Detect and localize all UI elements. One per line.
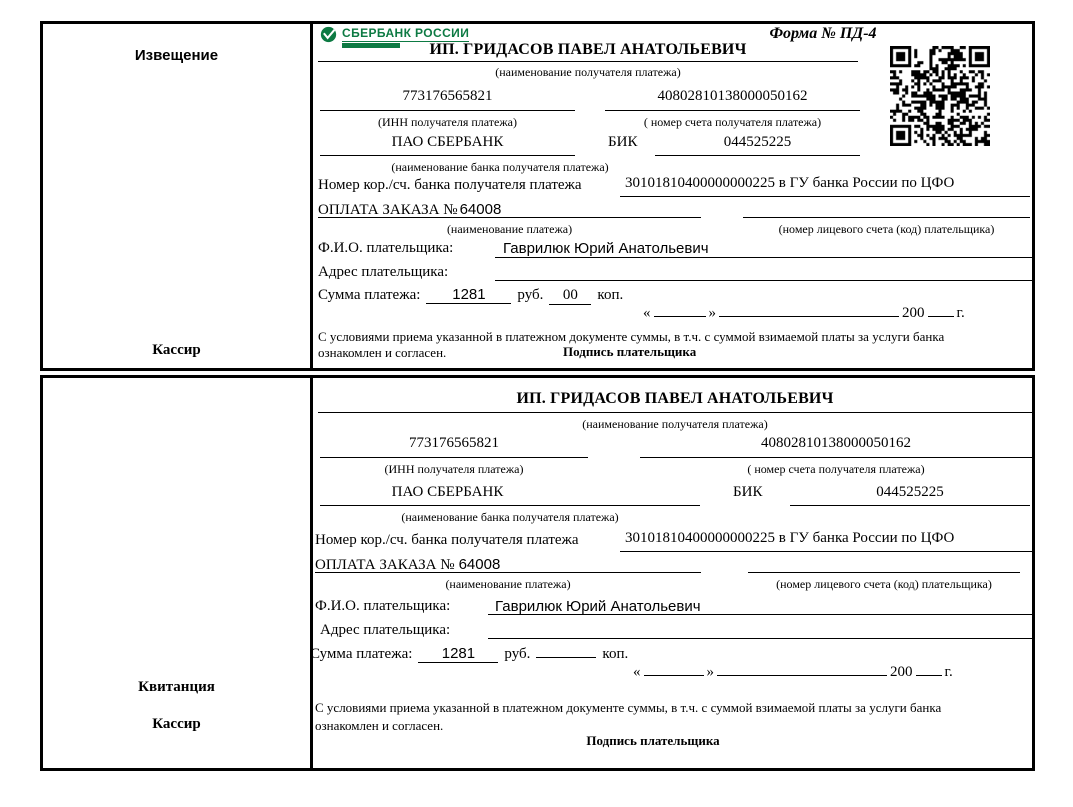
account-underline (605, 110, 860, 111)
corr-account-label: Номер кор./сч. банка получателя платежа (315, 532, 579, 548)
inn-value: 773176565821 (409, 435, 499, 451)
payer-name-label: Ф.И.О. плательщика: (318, 240, 454, 256)
stub-title-receipt: Квитанция (138, 679, 215, 695)
payer-name-value: Гаврилюк Юрий Анатольевич (503, 240, 709, 257)
personal-account-caption: (номер лицевого счета (код) плательщика) (776, 577, 992, 591)
account-value: 40802810138000050162 (761, 435, 911, 451)
inn-value: 773176565821 (402, 88, 493, 104)
close-quote: » (708, 305, 716, 321)
amount-row (310, 645, 628, 663)
date-month-blank (719, 316, 899, 317)
stub-divider (310, 378, 313, 768)
notice-section (40, 21, 1035, 371)
kop-label: коп. (597, 287, 624, 303)
corr-account-value: 30101810400000000225 в ГУ банка России по ЦФО (625, 175, 955, 191)
inn-caption: (ИНН получателя платежа) (384, 462, 524, 476)
payer-address-label: Адрес плательщика: (318, 264, 449, 280)
payment-name-underline (318, 217, 701, 218)
year-suffix: г. (956, 305, 965, 321)
bank-name-underline (320, 155, 575, 156)
account-value: 40802810138000050162 (657, 88, 808, 104)
payee-underline (318, 61, 858, 62)
terms-line1: С условиями приема указанной в платежном документе суммы, в т.ч. с суммой взимаемой платы за услуги банка (318, 329, 945, 344)
amount-label: Сумма платежа: (310, 646, 413, 662)
amount-rub-value: 1281 (426, 286, 511, 304)
inn-caption: (ИНН получателя платежа) (378, 115, 517, 129)
payment-caption: (наименование платежа) (445, 577, 571, 591)
payer-address-label: Адрес плательщика: (320, 622, 451, 638)
open-quote: « (633, 664, 641, 680)
stub-divider (310, 24, 313, 368)
payer-name-underline (495, 257, 1032, 258)
bik-underline (790, 505, 1030, 506)
payment-name-underline (315, 572, 701, 573)
stub-cashier-notice: Кассир (152, 342, 201, 358)
corr-account-value: 30101810400000000225 в ГУ банка России по ЦФО (625, 530, 955, 546)
inn-underline (320, 457, 588, 458)
payer-address-underline (488, 638, 1035, 639)
stub-title-notice: Извещение (134, 47, 219, 64)
amount-rub-value: 1281 (418, 645, 498, 663)
date-day-blank (654, 316, 706, 317)
date-row (643, 305, 965, 322)
date-row (633, 664, 953, 681)
bank-logo-name: СБЕРБАНК РОССИИ (342, 26, 470, 40)
payer-address-underline (495, 280, 1032, 281)
inn-underline (320, 110, 575, 111)
bik-value: 044525225 (723, 134, 792, 150)
rub-label: руб. (517, 287, 544, 303)
year-suffix: г. (944, 664, 953, 680)
personal-account-underline (748, 572, 1020, 573)
form-number-label: Форма № ПД-4 (769, 25, 877, 42)
terms-line2: ознакомлен и согласен. (315, 718, 444, 733)
amount-kop-value (536, 657, 596, 658)
corr-account-label: Номер кор./сч. банка получателя платежа (318, 177, 582, 193)
date-day-blank (644, 675, 704, 676)
qr-code (890, 46, 990, 146)
bank-caption: (наименование банка получателя платежа) (391, 160, 609, 174)
payment-caption: (наименование платежа) (446, 222, 573, 236)
corr-account-underline (620, 551, 1032, 552)
date-year-blank (928, 316, 954, 317)
open-quote: « (643, 305, 651, 321)
payer-name-value: Гаврилюк Юрий Анатольевич (495, 598, 701, 615)
payer-name-label: Ф.И.О. плательщика: (315, 598, 451, 614)
bank-name-value: ПАО СБЕРБАНК (391, 484, 504, 500)
payment-name-label: ОПЛАТА ЗАКАЗА № (318, 202, 458, 218)
terms-line2: ознакомлен и согласен. (318, 345, 447, 360)
bank-name-value: ПАО СБЕРБАНК (391, 134, 504, 150)
bik-label: БИК (608, 134, 638, 150)
bik-value: 044525225 (876, 484, 944, 500)
bik-underline (655, 155, 860, 156)
date-month-blank (717, 675, 887, 676)
order-number-value: 64008 (458, 556, 501, 573)
signature-label: Подпись плательщика (563, 344, 697, 359)
payee-underline (318, 412, 1032, 413)
payee-caption: (наименование получателя платежа) (582, 417, 768, 431)
bik-label: БИК (733, 484, 763, 500)
payee-name: ИП. ГРИДАСОВ ПАВЕЛ АНАТОЛЬЕВИЧ (429, 41, 747, 58)
personal-account-underline (743, 217, 1030, 218)
account-underline (640, 457, 1032, 458)
payment-name-label: ОПЛАТА ЗАКАЗА № (315, 557, 455, 573)
payee-name: ИП. ГРИДАСОВ ПАВЕЛ АНАТОЛЬЕВИЧ (516, 390, 834, 407)
kop-label: коп. (602, 646, 629, 662)
bank-caption: (наименование банка получателя платежа) (401, 510, 619, 524)
payer-name-underline (488, 614, 1035, 615)
order-number-value: 64008 (459, 201, 502, 218)
amount-kop-value: 00 (549, 287, 591, 305)
signature-label: Подпись плательщика (586, 733, 720, 748)
receipt-section (40, 375, 1035, 771)
date-year-blank (916, 675, 942, 676)
amount-label: Сумма платежа: (318, 287, 421, 303)
stub-cashier-receipt: Кассир (152, 716, 201, 732)
year-prefix: 200 (890, 664, 913, 680)
bank-name-underline (320, 505, 700, 506)
account-caption: ( номер счета получателя платежа) (643, 115, 822, 129)
rub-label: руб. (504, 646, 531, 662)
payee-caption: (наименование получателя платежа) (495, 65, 681, 79)
amount-row (318, 286, 623, 305)
corr-account-underline (620, 196, 1030, 197)
year-prefix: 200 (902, 305, 925, 321)
personal-account-caption: (номер лицевого счета (код) плательщика) (778, 222, 995, 236)
account-caption: ( номер счета получателя платежа) (747, 462, 925, 476)
close-quote: » (706, 664, 714, 680)
terms-line1: С условиями приема указанной в платежном документе суммы, в т.ч. с суммой взимаемой платы за услуги банка (315, 700, 942, 715)
